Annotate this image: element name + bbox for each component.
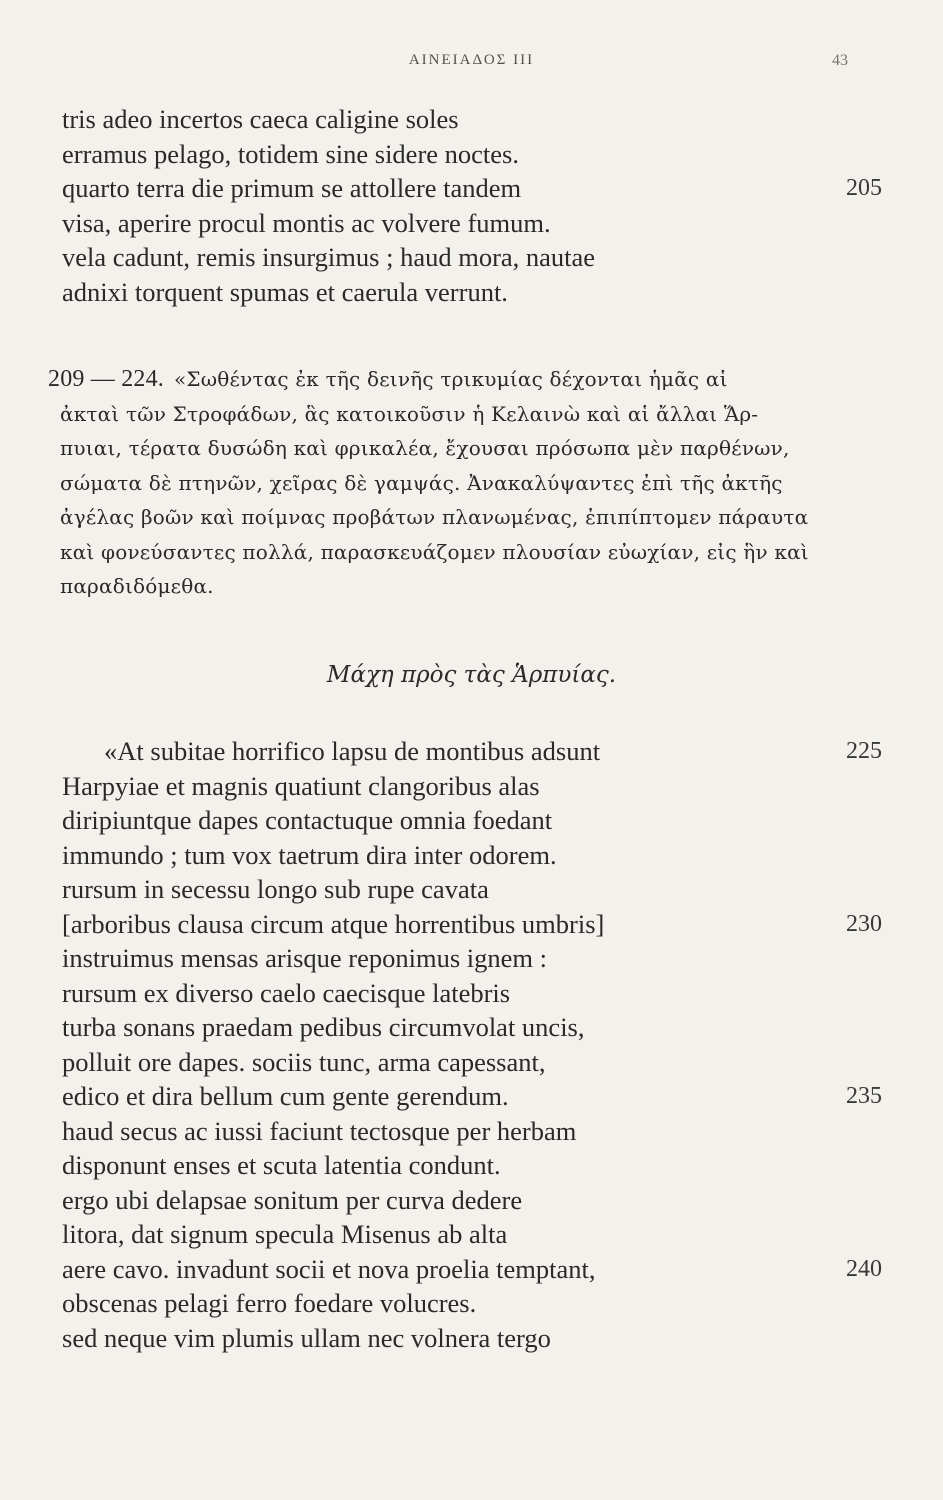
verse-block-top	[62, 102, 882, 309]
commentary-line: καὶ φονεύσαντες πολλά, παρασκευάζομεν πλουσίαν εὐωχίαν, εἰς ἣν καὶ	[60, 539, 809, 564]
line-number: 235	[846, 1083, 882, 1109]
verse-line: disponunt enses et scuta latentia condunt.	[62, 1150, 501, 1180]
verse-line: Harpyiae et magnis quatiunt clangoribus alas	[62, 770, 540, 801]
verse-line: aere cavo. invadunt socii et nova proelia temptant, 240	[62, 1252, 862, 1287]
running-title: ΑΙΝΕΙΑΔΟΣ III	[408, 52, 535, 68]
verse-line: sed neque vim plumis ullam nec volnera tergo	[62, 1322, 551, 1353]
verse-line: quarto terra die primum se attollere tandem 205	[62, 171, 862, 206]
verse-line: vela cadunt, remis insurgimus ; haud mora, nautae	[62, 242, 596, 272]
verse-line: diripiuntque dapes contactuque omnia foedant	[62, 805, 553, 835]
page-header	[0, 52, 943, 78]
line-number: 230	[846, 910, 882, 937]
section-heading: Μάχη πρὸς τὰς Ἁρπυίας.	[326, 662, 617, 688]
commentary-line: σώματα δὲ πτηνῶν, χεῖρας δὲ γαμψάς. Ἀνακαλύψαντες ἐπὶ τῆς ἀκτῆς	[60, 470, 783, 495]
verse-line: erramus pelago, totidem sine sidere noctes.	[62, 138, 519, 169]
verse-line: edico et dira bellum cum gente gerendum. 235	[62, 1079, 862, 1114]
line-number: 205	[846, 175, 882, 201]
verse-line: polluit ore dapes. sociis tunc, arma capessant,	[62, 1046, 546, 1077]
verse-line: ergo ubi delapsae sonitum per curva dedere	[62, 1184, 523, 1215]
verse-line: [arboribus clausa circum atque horrentibus umbris] 230	[62, 907, 862, 942]
verse-line: visa, aperire procul montis ac volvere fumum.	[62, 207, 551, 238]
page-number: 43	[832, 52, 848, 69]
verse-line: litora, dat signum specula Misenus ab alta	[62, 1219, 508, 1249]
verse-line: tris adeo incertos caeca caligine soles	[62, 104, 459, 134]
line-number: 240	[846, 1255, 882, 1282]
commentary-line: παραδιδόμεθα.	[60, 574, 214, 598]
commentary-line: πυιαι, τέρατα δυσώδη καὶ φρικαλέα, ἔχουσαι πρόσωπα μὲν παρθένων,	[60, 436, 790, 460]
verse-line: turba sonans praedam pedibus circumvolat uncis,	[62, 1012, 585, 1042]
commentary-line: ἀγέλας βοῶν καὶ ποίμνας προβάτων πλανωμένας, ἐπιπίπτομεν πάραυτα	[60, 505, 809, 529]
commentary-line: 209 — 224. «Σωθέντας ἐκ τῆς δεινῆς τρικυμίας δέχονται ἡμᾶς αἱ	[48, 366, 728, 392]
verse-line: rursum in secessu longo sub rupe cavata	[62, 874, 489, 904]
verse-line: rursum ex diverso caelo caecisque latebris	[62, 977, 511, 1008]
verse-block-bottom	[62, 734, 882, 1355]
verse-line: obscenas pelagi ferro foedare volucres.	[62, 1288, 477, 1318]
line-number: 225	[846, 738, 882, 764]
verse-range: 209 — 224.	[48, 366, 164, 392]
verse-line: instruimus mensas arisque reponimus ignem :	[62, 943, 548, 973]
verse-line: haud secus ac iussi faciunt tectosque per herbam	[62, 1115, 577, 1146]
verse-line: adnixi torquent spumas et caerula verrunt.	[62, 276, 508, 307]
greek-commentary	[48, 362, 860, 604]
verse-line: «At subitae horrifico lapsu de montibus adsunt 225	[62, 734, 862, 769]
verse-line: immundo ; tum vox taetrum dira inter odorem.	[62, 839, 557, 870]
commentary-line: ἀκταὶ τῶν Στροφάδων, ἃς κατοικοῦσιν ἡ Κελαινὼ καὶ αἱ ἄλλαι Ἅρ-	[60, 401, 759, 426]
